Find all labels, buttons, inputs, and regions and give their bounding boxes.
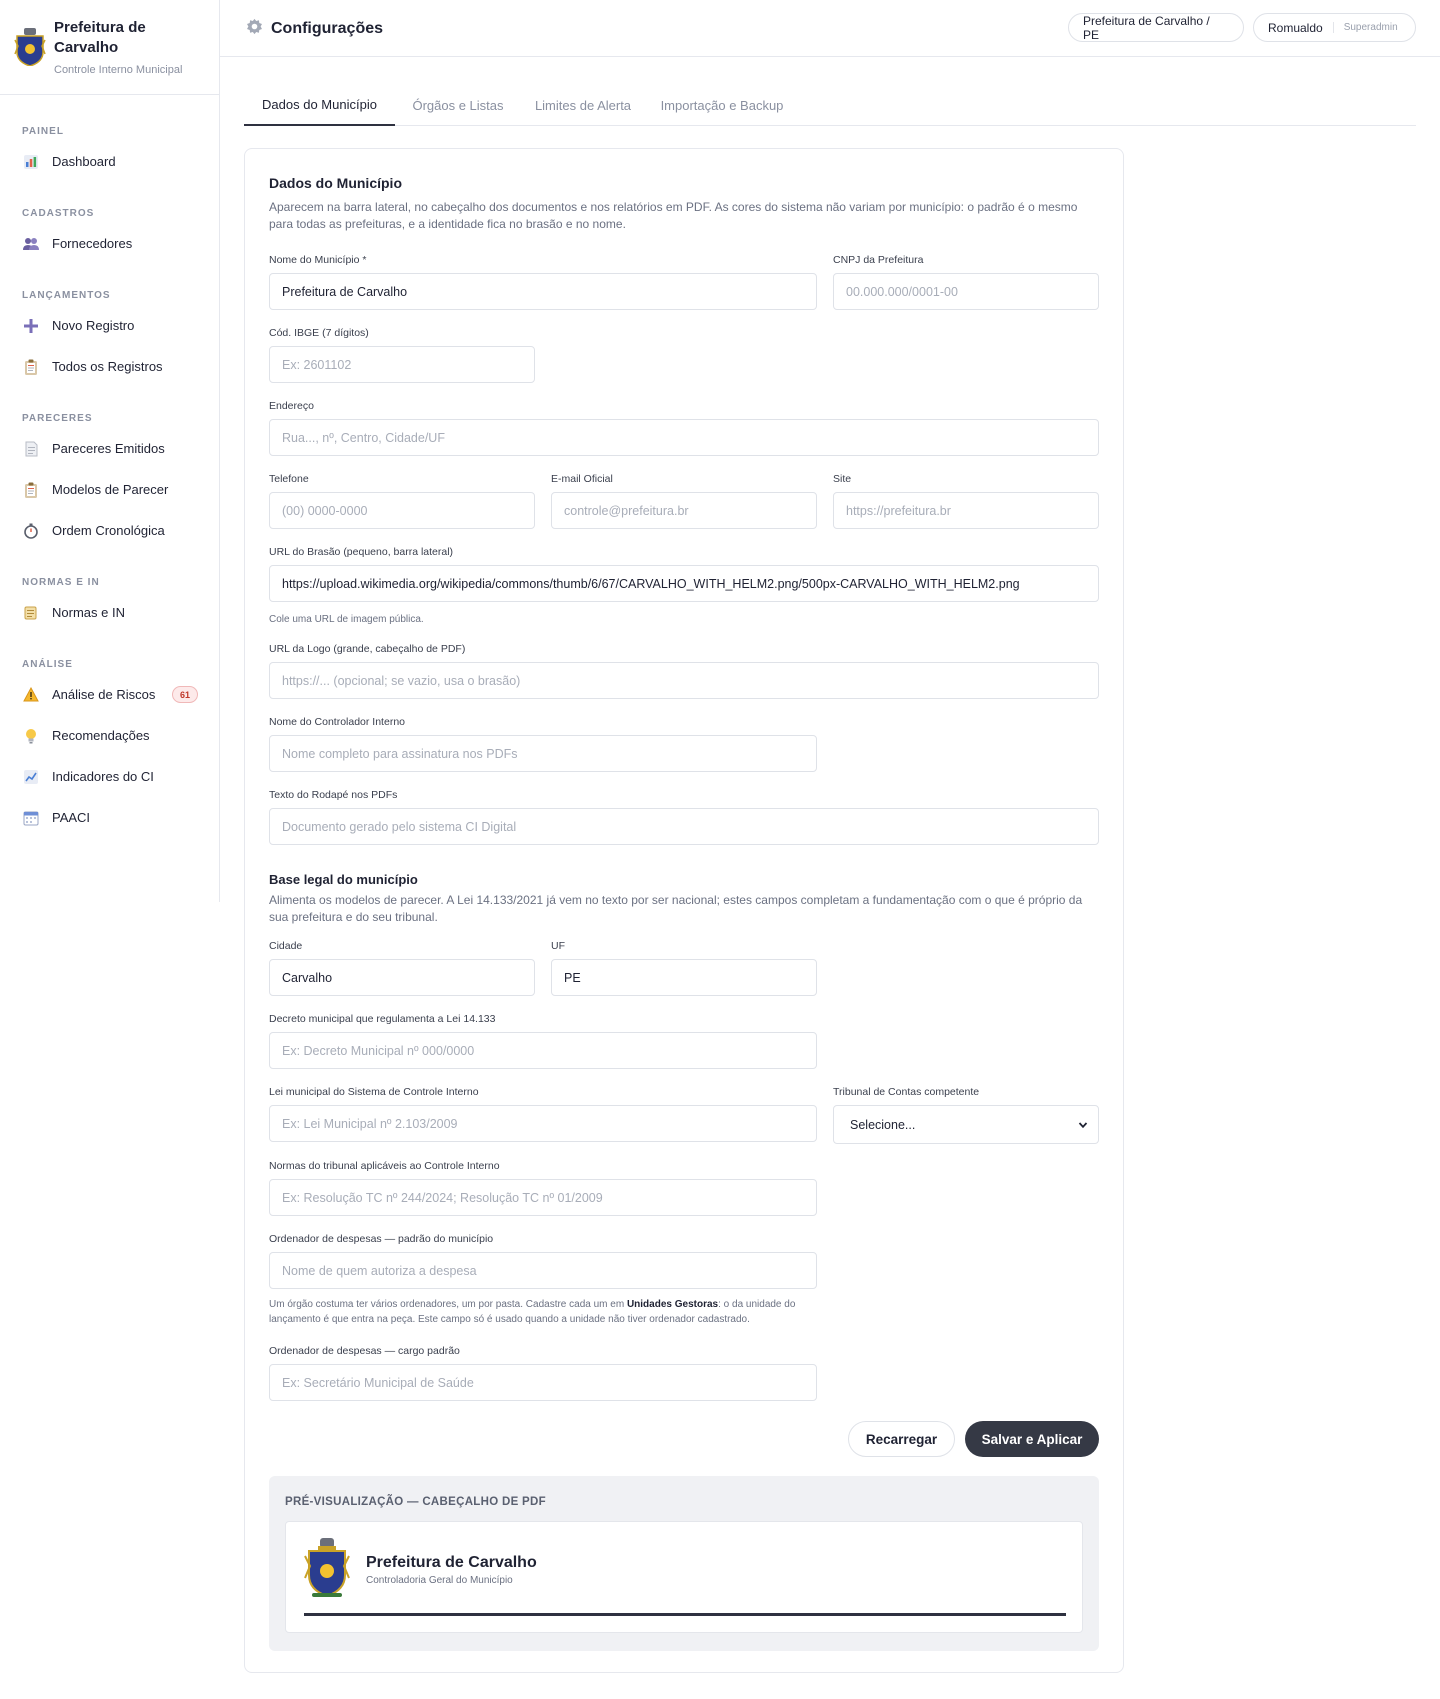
trend-chart-icon xyxy=(22,768,40,786)
rodape-input[interactable]: Documento gerado pelo sistema CI Digital xyxy=(269,808,1099,845)
ibge-input[interactable]: Ex: 2601102 xyxy=(269,346,535,383)
brasao-url-input[interactable]: https://upload.wikimedia.org/wikipedia/commons/thumb/6/67/CARVALHO_WITH_HELM2.png/500px-CARVALHO_WITH_HELM2.png xyxy=(269,565,1099,602)
nav-section-lancamentos: LANÇAMENTOS xyxy=(22,290,111,301)
sidebar-item-normas-in[interactable] xyxy=(22,592,197,633)
sidebar-item-dashboard[interactable] xyxy=(22,141,197,182)
risk-count-badge: 61 xyxy=(172,686,198,703)
nav-section-analise: ANÁLISE xyxy=(22,659,73,670)
endereco-input[interactable]: Rua..., nº, Centro, Cidade/UF xyxy=(269,419,1099,456)
sidebar-item-label: Recomendações xyxy=(52,728,150,743)
tab-importacao-backup[interactable]: Importação e Backup xyxy=(660,97,784,113)
plus-icon xyxy=(22,317,40,335)
rodape-label: Texto do Rodapé nos PDFs xyxy=(269,789,398,801)
tab-limites-alerta[interactable]: Limites de Alerta xyxy=(534,97,632,113)
sidebar-item-ordem-cronologica[interactable] xyxy=(22,510,197,551)
unidades-gestoras-emphasis: Unidades Gestoras xyxy=(626,1299,719,1310)
sidebar-item-todos-registros[interactable] xyxy=(22,346,197,387)
sidebar xyxy=(0,0,220,902)
sidebar-item-pareceres-emitidos[interactable] xyxy=(22,428,197,469)
sidebar-item-fornecedores[interactable] xyxy=(22,223,197,264)
lightbulb-icon xyxy=(22,727,40,745)
cidade-label: Cidade xyxy=(269,940,303,952)
ordenador-input[interactable]: Nome de quem autoriza a despesa xyxy=(269,1252,817,1289)
sidebar-item-label: Fornecedores xyxy=(52,236,133,251)
tribunal-select-value: Selecione... xyxy=(850,1117,916,1132)
sidebar-item-label: Novo Registro xyxy=(52,318,135,333)
calendar-icon xyxy=(22,809,40,827)
sidebar-item-paaci[interactable] xyxy=(22,797,197,838)
municipal-crest-icon xyxy=(304,1538,350,1598)
settings-card xyxy=(244,148,1124,1673)
email-label: E-mail Oficial xyxy=(551,473,613,485)
uf-label: UF xyxy=(551,940,565,952)
sidebar-item-label: Todos os Registros xyxy=(52,359,163,374)
site-input[interactable]: https://prefeitura.br xyxy=(833,492,1099,529)
tribunal-label: Tribunal de Contas competente xyxy=(833,1086,980,1098)
telefone-input[interactable]: (00) 0000-0000 xyxy=(269,492,535,529)
sidebar-item-label: Indicadores do CI xyxy=(52,769,154,784)
normas-tribunal-input[interactable]: Ex: Resolução TC nº 244/2024; Resolução TC nº 01/2009 xyxy=(269,1179,817,1216)
ordenador-hint xyxy=(269,1297,817,1327)
preview-municipality-name: Prefeitura de Carvalho xyxy=(366,1554,537,1571)
email-input[interactable]: controle@prefeitura.br xyxy=(551,492,817,529)
user-role: Superadmin xyxy=(1333,22,1398,33)
nome-municipio-input[interactable]: Prefeitura de Carvalho xyxy=(269,273,817,310)
reload-button[interactable]: Recarregar xyxy=(848,1421,955,1457)
page-title-text: Configurações xyxy=(271,20,384,37)
logo-label: URL da Logo (grande, cabeçalho de PDF) xyxy=(269,643,466,655)
sidebar-brand-subtitle: Controle Interno Municipal xyxy=(54,64,183,76)
top-header xyxy=(220,0,1440,57)
user-menu[interactable] xyxy=(1253,13,1416,42)
sidebar-brand xyxy=(0,0,219,95)
brasao-hint: Cole uma URL de imagem pública. xyxy=(269,614,424,625)
tribunal-select[interactable] xyxy=(833,1105,1099,1144)
chevron-down-icon xyxy=(1078,1120,1088,1130)
telefone-label: Telefone xyxy=(269,473,309,485)
sidebar-item-analise-riscos[interactable] xyxy=(22,674,197,715)
section-description-dados: Aparecem na barra lateral, no cabeçalho dos documentos e nos relatórios em PDF. As cores do sistema não variam por município: o padrão é o mesmo para todas as prefeituras, e a identidade fica no brasão e no nome. xyxy=(269,200,1078,231)
sidebar-item-label: Modelos de Parecer xyxy=(52,482,169,497)
controlador-input[interactable]: Nome completo para assinatura nos PDFs xyxy=(269,735,817,772)
tab-orgaos-listas[interactable]: Órgãos e Listas xyxy=(412,97,504,113)
normas-tribunal-label: Normas do tribunal aplicáveis ao Controle Interno xyxy=(269,1160,500,1172)
sidebar-item-label: Normas e IN xyxy=(52,605,125,620)
decreto-label: Decreto municipal que regulamenta a Lei 14.133 xyxy=(269,1013,496,1025)
municipality-selector[interactable]: Prefeitura de Carvalho / PE xyxy=(1068,13,1244,42)
save-apply-button[interactable]: Salvar e Aplicar xyxy=(965,1421,1099,1457)
sidebar-brand-name: Prefeitura de Carvalho xyxy=(54,19,146,56)
ordenador-hint-text-end: : o da unidade do lançamento é que entra na peça. Este campo só é usado quando a unidade não tiver ordenador cadastrado. xyxy=(269,1299,796,1325)
uf-input[interactable]: PE xyxy=(551,959,817,996)
preview-subtitle: Controladoria Geral do Município xyxy=(366,1575,513,1586)
preview-title: PRÉ-VISUALIZAÇÃO — CABEÇALHO DE PDF xyxy=(285,1496,546,1508)
ibge-label: Cód. IBGE (7 dígitos) xyxy=(269,327,369,339)
ordenador-label: Ordenador de despesas — padrão do município xyxy=(269,1233,494,1245)
site-label: Site xyxy=(833,473,852,485)
page-title xyxy=(246,18,383,40)
section-title-dados: Dados do Município xyxy=(269,175,402,191)
nav-section-normas: NORMAS E IN xyxy=(22,577,100,588)
nav-section-pareceres: PARECERES xyxy=(22,413,93,424)
lei-input[interactable]: Ex: Lei Municipal nº 2.103/2009 xyxy=(269,1105,817,1142)
clipboard-icon xyxy=(22,358,40,376)
pdf-header-preview xyxy=(269,1476,1099,1651)
users-icon xyxy=(22,235,40,253)
decreto-input[interactable]: Ex: Decreto Municipal nº 000/0000 xyxy=(269,1032,817,1069)
lei-label: Lei municipal do Sistema de Controle Interno xyxy=(269,1086,479,1098)
sidebar-item-label: Análise de Riscos xyxy=(52,687,156,702)
cnpj-label: CNPJ da Prefeitura xyxy=(833,254,924,266)
ordenador-hint-text: Um órgão costuma ter vários ordenadores, um por pasta. Cadastre cada um em xyxy=(269,1299,627,1310)
municipal-crest-icon xyxy=(14,28,46,66)
sidebar-item-novo-registro[interactable] xyxy=(22,305,197,346)
sidebar-item-indicadores[interactable] xyxy=(22,756,197,797)
sidebar-item-label: Pareceres Emitidos xyxy=(52,441,165,456)
tab-dados-municipio[interactable]: Dados do Município xyxy=(244,84,395,126)
preview-page xyxy=(285,1521,1083,1633)
endereco-label: Endereço xyxy=(269,400,314,412)
sidebar-item-label: Dashboard xyxy=(52,154,116,169)
cidade-input[interactable]: Carvalho xyxy=(269,959,535,996)
controlador-label: Nome do Controlador Interno xyxy=(269,716,405,728)
scroll-icon xyxy=(22,604,40,622)
nav-section-cadastros: CADASTROS xyxy=(22,208,95,219)
stopwatch-icon xyxy=(22,522,40,540)
cnpj-input[interactable]: 00.000.000/0001-00 xyxy=(833,273,1099,310)
nav-section-painel: PAINEL xyxy=(22,126,64,137)
user-name: Romualdo xyxy=(1268,20,1323,35)
section-description-base-legal: Alimenta os modelos de parecer. A Lei 14.133/2021 já vem no texto por ser nacional; estes campos completam a fundamentação com o que é próprio da sua prefeitura e do seu tribunal. xyxy=(269,893,1083,924)
bar-chart-icon xyxy=(22,153,40,171)
sidebar-item-label: Ordem Cronológica xyxy=(52,523,165,538)
sidebar-item-label: PAACI xyxy=(52,810,91,825)
preview-divider xyxy=(304,1613,1066,1616)
clipboard-icon xyxy=(22,481,40,499)
section-title-base-legal: Base legal do município xyxy=(269,872,418,887)
warning-icon xyxy=(22,686,40,704)
document-icon xyxy=(22,440,40,458)
logo-url-input[interactable]: https://... (opcional; se vazio, usa o brasão) xyxy=(269,662,1099,699)
sidebar-item-recomendacoes[interactable] xyxy=(22,715,197,756)
brasao-label: URL do Brasão (pequeno, barra lateral) xyxy=(269,546,454,558)
settings-tabs xyxy=(244,84,1416,126)
nome-label: Nome do Município * xyxy=(269,254,367,266)
sidebar-item-modelos-parecer[interactable] xyxy=(22,469,197,510)
cargo-input[interactable]: Ex: Secretário Municipal de Saúde xyxy=(269,1364,817,1401)
cargo-label: Ordenador de despesas — cargo padrão xyxy=(269,1345,460,1357)
gear-icon xyxy=(246,18,263,40)
